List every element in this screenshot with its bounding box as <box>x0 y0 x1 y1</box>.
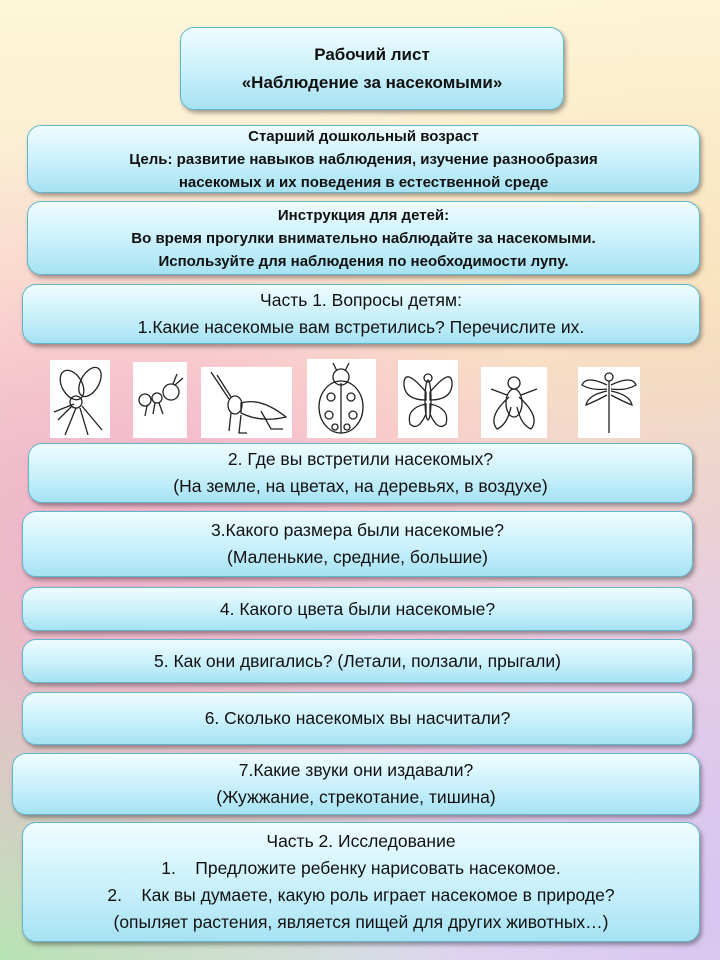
question-7-hint: (Жужжание, стрекотание, тишина) <box>216 787 496 807</box>
question-1: 1.Какие насекомые вам встретились? Перечислите их. <box>137 317 585 337</box>
instruction-heading: Инструкция для детей: <box>277 206 450 224</box>
question-6: 6. Сколько насекомых вы насчитали? <box>204 708 511 728</box>
dragonfly-icon <box>578 367 640 438</box>
question-2: 2. Где вы встретили насекомых? <box>227 449 494 469</box>
question-7-box <box>12 753 700 815</box>
part2-task-1: 1. Предложите ребенку нарисовать насекомое. <box>161 858 561 878</box>
question-3-box <box>22 511 693 577</box>
goal-text-cont: насекомых и их поведения в естественной среде <box>178 173 549 191</box>
question-3-hint: (Маленькие, средние, большие) <box>227 547 488 567</box>
question-4: 4. Какого цвета были насекомые? <box>219 598 496 619</box>
ladybug-icon <box>307 359 376 438</box>
part2-task-2: 2. Как вы думаете, какую роль играет насекомое в природе? <box>107 885 615 905</box>
instruction-text-cont: Используйте для наблюдения по необходимости лупу. <box>158 252 569 270</box>
part1-heading: Часть 1. Вопросы детям: <box>260 290 462 310</box>
instruction-text: Во время прогулки внимательно наблюдайте за насекомыми. <box>131 229 596 247</box>
ant-icon <box>133 362 187 438</box>
part2-heading: Часть 2. Исследование <box>266 831 456 851</box>
goal-box <box>27 125 700 193</box>
question-2-hint: (На земле, на цветах, на деревьях, в воздухе) <box>173 476 548 496</box>
grasshopper-icon <box>201 367 292 438</box>
question-5-box <box>22 639 693 683</box>
part1-box <box>22 284 700 344</box>
question-5: 5. Как они двигались? (Летали, ползали, прыгали) <box>154 650 561 671</box>
age-group: Старший дошкольный возраст <box>248 127 479 145</box>
question-4-box <box>22 587 693 631</box>
worksheet-subtitle: «Наблюдение за насекомыми» <box>241 72 503 92</box>
butterfly-icon <box>398 360 458 438</box>
fly-icon <box>481 367 547 438</box>
mosquito-icon <box>50 360 110 438</box>
part2-task-2-hint: (опыляет растения, является пищей для других животных…) <box>113 912 609 932</box>
question-2-box <box>28 443 693 503</box>
goal-text: Цель: развитие навыков наблюдения, изучение разнообразия <box>129 150 598 168</box>
part2-box <box>22 822 700 942</box>
worksheet-title: Рабочий лист <box>314 44 430 64</box>
question-7: 7.Какие звуки они издавали? <box>238 760 474 780</box>
question-3: 3.Какого размера были насекомые? <box>210 520 505 540</box>
title-box <box>180 27 564 110</box>
instruction-box <box>27 201 700 275</box>
question-6-box <box>22 692 693 745</box>
